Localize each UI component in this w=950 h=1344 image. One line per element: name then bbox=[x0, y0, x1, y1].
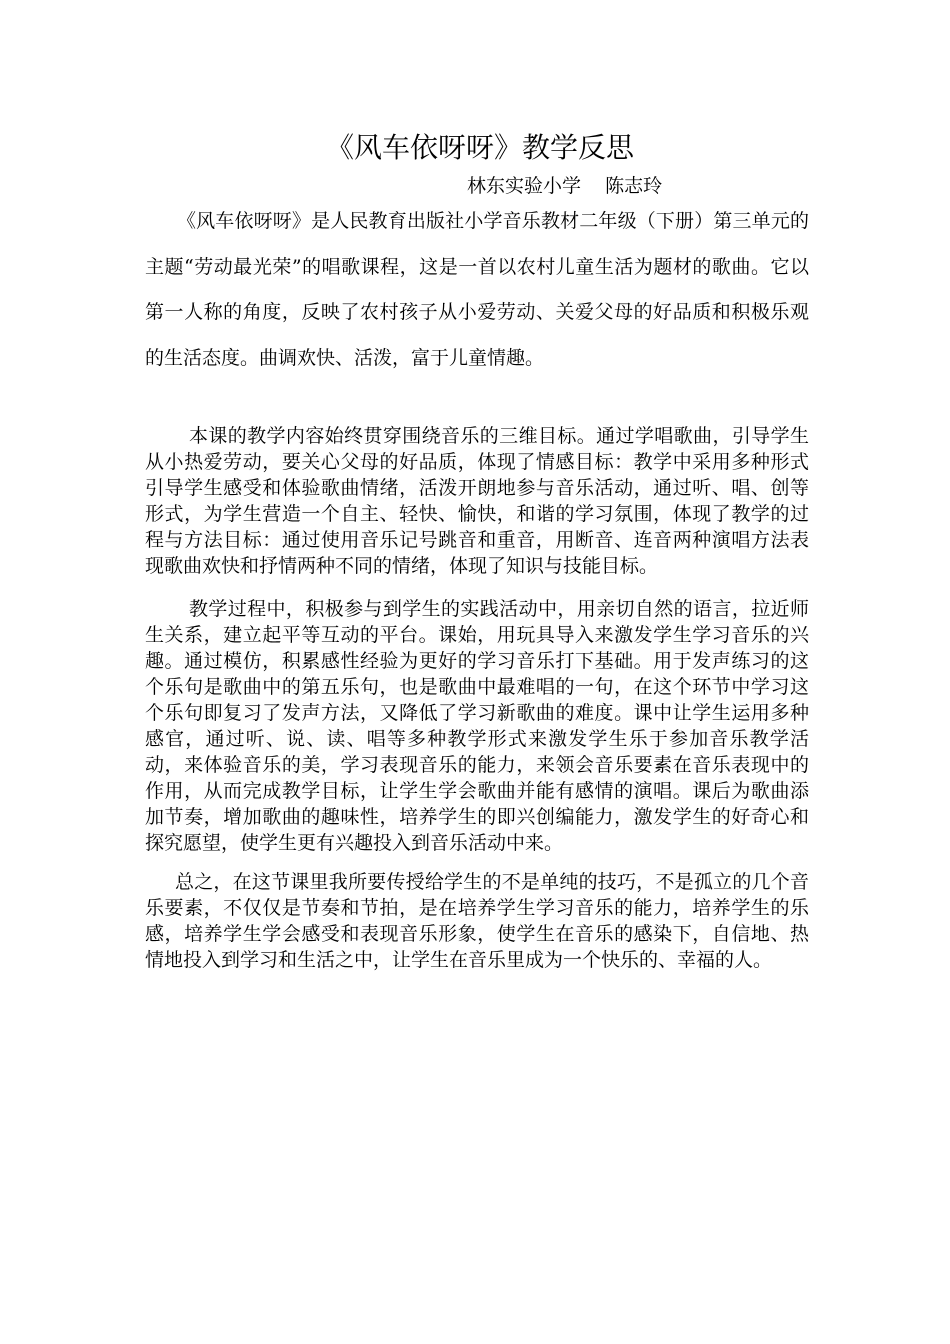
paragraph-goals: 本课的教学内容始终贯穿围绕音乐的三维目标。通过学唱歌曲，引导学生从小热爱劳动，要关心父母的好品质，体现了情感目标：教学中采用多种形式引导学生感受和体验歌曲情绪，活泼开朗地参与音乐活动，通过听、唱、创等形式，为学生营造一个自主、轻快、愉快，和谐的学习氛围，体现了教学的过程与方法目标：通过使用音乐记号跳音和重音，用断音、连音两种演唱方法表现歌曲欢快和抒情两种不同的情绪，体现了知识与技能目标。 bbox=[145, 425, 809, 577]
author-line: 林东实验小学 陈志玲 bbox=[467, 175, 663, 197]
document-title: 《风车依呀呀》教学反思 bbox=[325, 131, 634, 164]
paragraph-summary: 总之，在这节课里我所要传授给学生的不是单纯的技巧，不是孤立的几个音乐要素，不仅仅是节奏和节拍，是在培养学生学习音乐的能力，培养学生的乐感，培养学生学会感受和表现音乐形象，使学生在音乐的感染下，自信地、热情地投入到学习和生活之中，让学生在音乐里成为一个快乐的、幸福的人。 bbox=[145, 871, 809, 971]
paragraph-intro: 《风车依呀呀》是人民教育出版社小学音乐教材二年级（下册）第三单元的主题“劳动最光荣”的唱歌课程，这是一首以农村儿童生活为题材的歌曲。它以第一人称的角度，反映了农村孩子从小爱劳动、关爱父母的好品质和积极乐观的生活态度。曲调欢快、活泼，富于儿童情趣。 bbox=[145, 210, 809, 369]
paragraph-process: 教学过程中，积极参与到学生的实践活动中，用亲切自然的语言，拉近师生关系，建立起平等互动的平台。课始，用玩具导入来激发学生学习音乐的兴趣。通过模仿，积累感性经验为更好的学习音乐打下基础。用于发声练习的这个乐句是歌曲中的第五乐句，也是歌曲中最难唱的一句，在这个环节中学习这个乐句即复习了发声方法，又降低了学习新歌曲的难度。课中让学生运用多种感官，通过听、说、读、唱等多种教学形式来激发学生乐于参加音乐教学活动，来体验音乐的美，学习表现音乐的能力，来领会音乐要素在音乐表现中的作用，从而完成教学目标，让学生学会歌曲并能有感情的演唱。课后为歌曲添加节奏，增加歌曲的趣味性，培养学生的即兴创编能力，激发学生的好奇心和探究愿望，使学生更有兴趣投入到音乐活动中来。 bbox=[145, 598, 809, 854]
